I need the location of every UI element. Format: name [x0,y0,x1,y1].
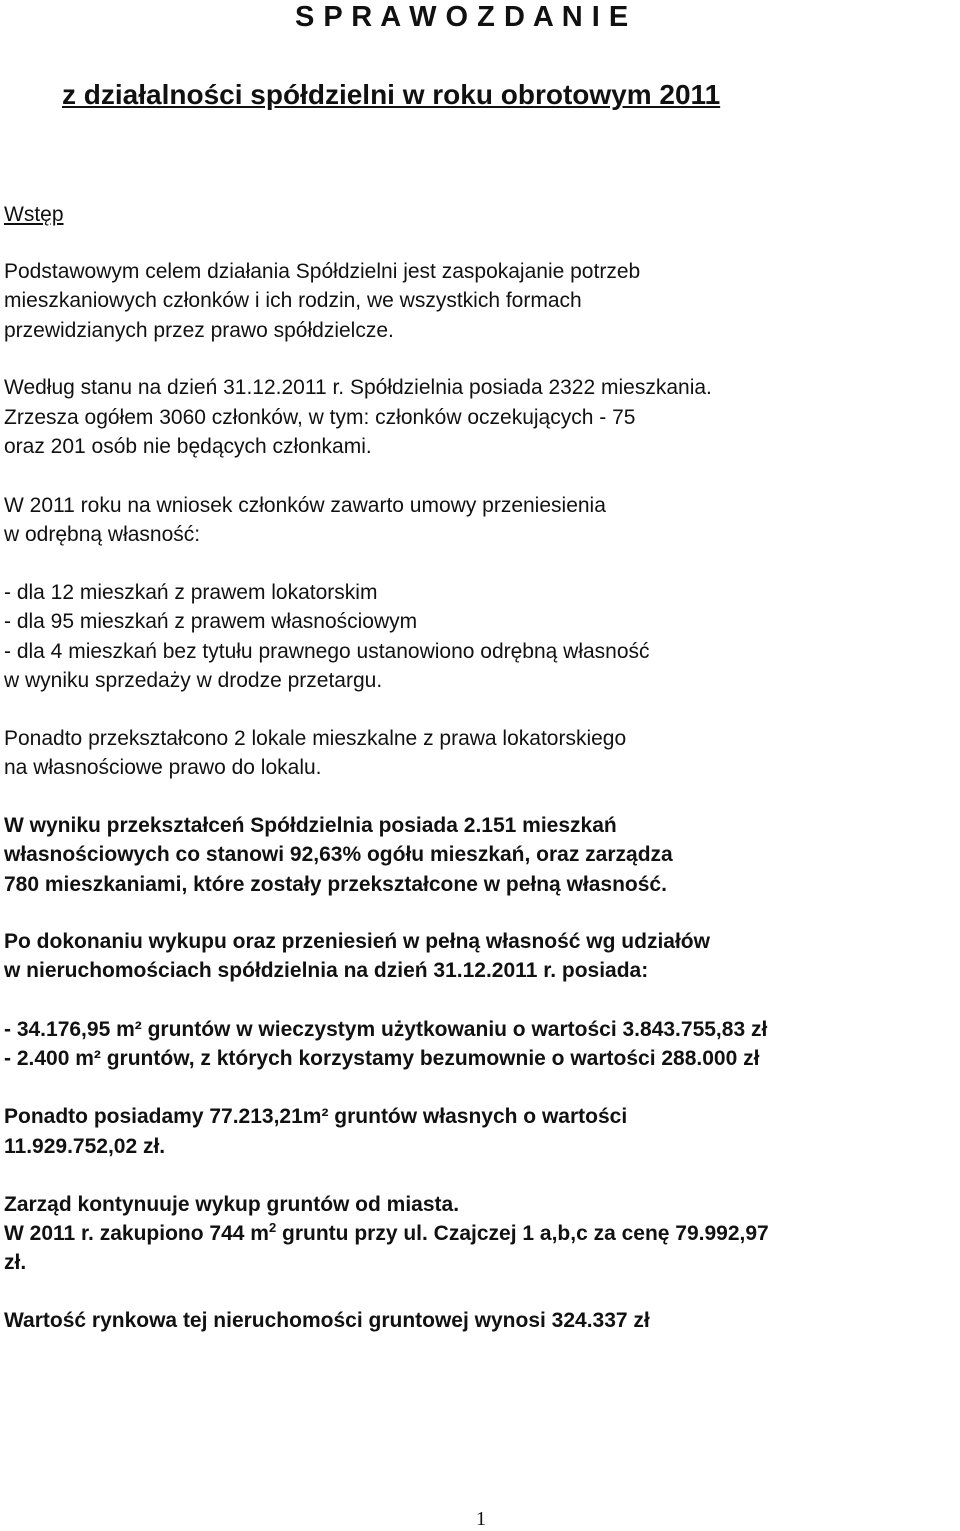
list-item: - 2.400 m² gruntów, z których korzystamy bezumownie o wartości 288.000 zł [4,1047,760,1070]
paragraph-line [4,1221,769,1247]
paragraph-line: W wyniku przekształceń Spółdzielnia posiada 2.151 mieszkań [4,814,617,837]
list-item: - dla 12 mieszkań z prawem lokatorskim [4,581,378,604]
paragraph-line: Wartość rynkowa tej nieruchomości gruntowej wynosi 324.337 zł [4,1309,650,1332]
paragraph-line: własnościowych co stanowi 92,63% ogółu mieszkań, oraz zarządza [4,843,673,866]
list-item: - dla 4 mieszkań bez tytułu prawnego ustanowiono odrębną własność [4,640,650,663]
page-number: 1 [476,1508,486,1530]
paragraph-line: w wyniku sprzedaży w drodze przetargu. [4,669,383,692]
paragraph-line: Po dokonaniu wykupu oraz przeniesień w pełną własność wg udziałów [4,930,710,953]
document-title: S P R A W O Z D A N I E [295,1,629,33]
superscript-exponent: 2 [268,1220,277,1235]
paragraph-line: w nieruchomościach spółdzielnia na dzień 31.12.2011 r. posiada: [4,959,649,982]
paragraph-line: 780 mieszkaniami, które zostały przekształcone w pełną własność. [4,873,667,896]
paragraph-line: mieszkaniowych członków i ich rodzin, we wszystkich formach [4,289,582,312]
paragraph-line: Ponadto przekształcono 2 lokale mieszkalne z prawa lokatorskiego [4,727,627,750]
paragraph-line: Ponadto posiadamy 77.213,21m² gruntów własnych o wartości [4,1105,628,1128]
paragraph-line: na własnościowe prawo do lokalu. [4,756,322,779]
list-item: - dla 95 mieszkań z prawem własnościowym [4,610,418,633]
paragraph-line: Podstawowym celem działania Spółdzielni jest zaspokajanie potrzeb [4,260,641,283]
document-subtitle: z działalności spółdzielni w roku obrotowym 2011 [62,79,721,110]
list-item: - 34.176,95 m² gruntów w wieczystym użytkowaniu o wartości 3.843.755,83 zł [4,1018,768,1041]
paragraph-line: przewidzianych przez prawo spółdzielcze. [4,319,394,342]
section-heading: Wstęp [4,203,64,226]
paragraph-line: Według stanu na dzień 31.12.2011 r. Spółdzielnia posiada 2322 mieszkania. [4,376,712,399]
purchase-text-continued: gruntu przy ul. Czajczej 1 a,b,c za cenę 79.992,97 [276,1222,769,1245]
paragraph-line: W 2011 roku na wniosek członków zawarto umowy przeniesienia [4,494,606,517]
paragraph-line: oraz 201 osób nie będących członkami. [4,435,372,458]
paragraph-line: zł. [4,1251,27,1274]
purchase-text: W 2011 r. zakupiono 744 m [4,1222,269,1245]
paragraph-line: 11.929.752,02 zł. [4,1135,166,1158]
paragraph-line: w odrębną własność: [4,523,201,546]
paragraph-line: Zrzesza ogółem 3060 członków, w tym: członków oczekujących - 75 [4,406,636,429]
paragraph-line: Zarząd kontynuuje wykup gruntów od miasta. [4,1193,460,1216]
